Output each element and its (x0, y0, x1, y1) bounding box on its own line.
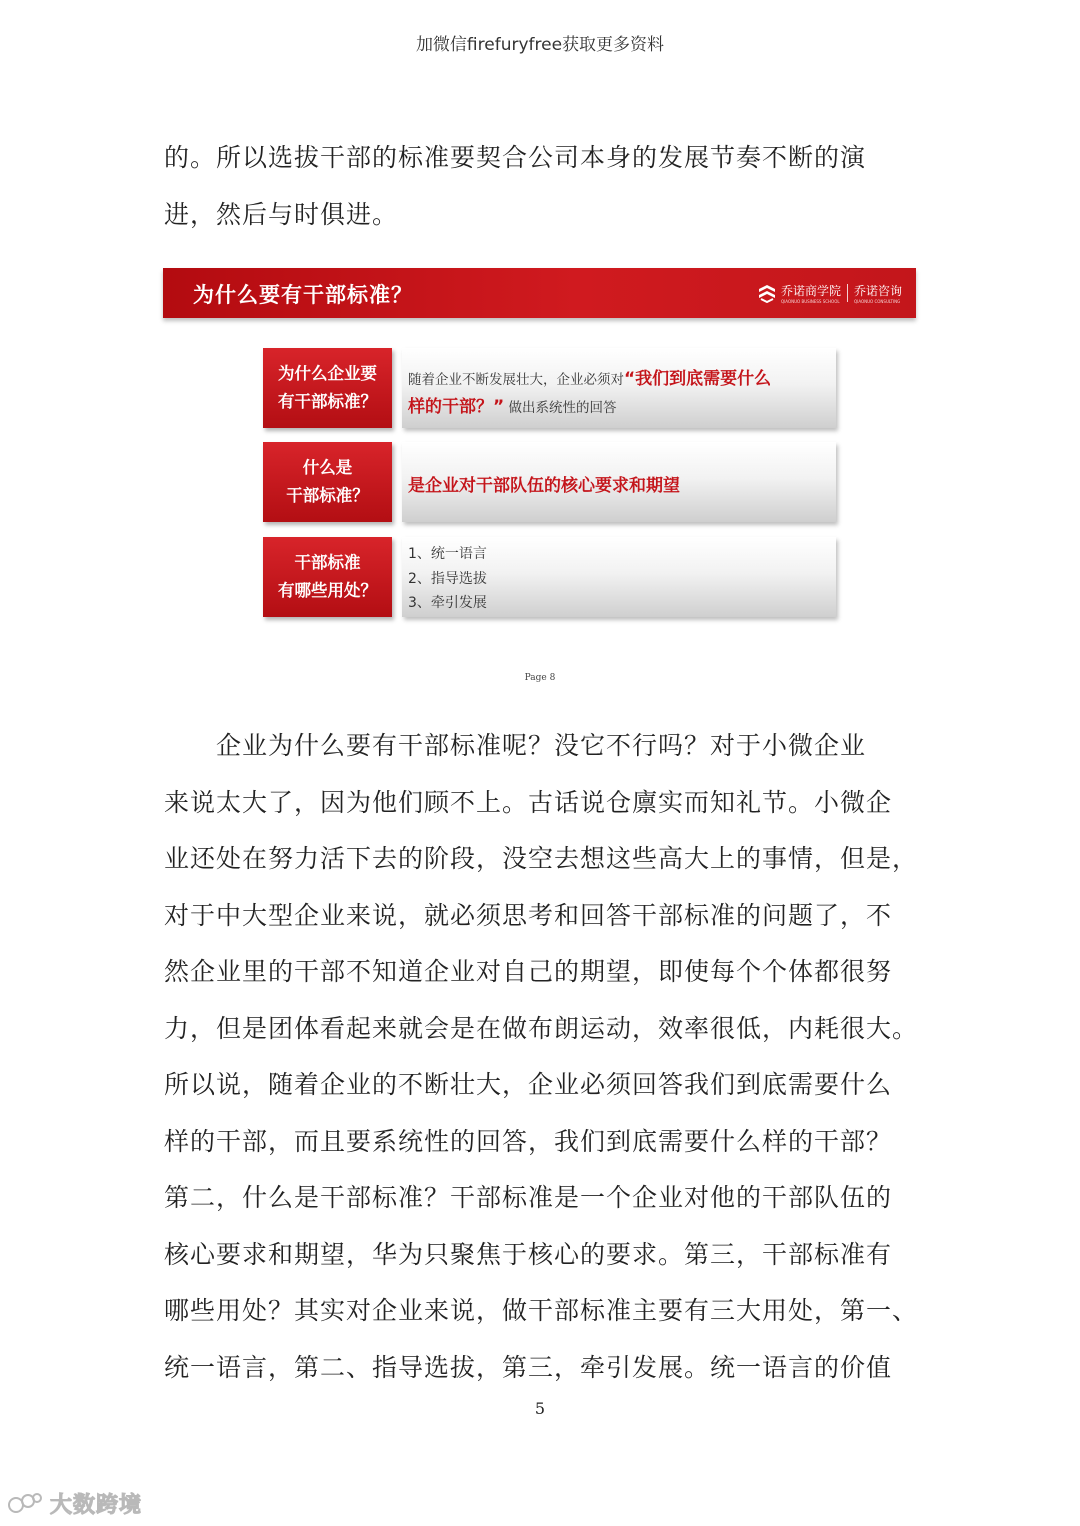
row-label: 什么是 干部标准？ (263, 442, 392, 522)
text-line: 力，但是团体看起来就会是在做布朗运动，效率很低，内耗很大。 (164, 1013, 919, 1043)
text-line: 统一语言，第二、指导选拔，第三，牵引发展。统一语言的价值 (164, 1352, 893, 1382)
paragraph-main (164, 718, 920, 1396)
row-text: 做出系统性的回答 (508, 400, 617, 416)
row-text: 随着企业不断发展壮大，企业必须对 (408, 372, 624, 388)
text-line: 来说太大了，因为他们顾不上。古话说仓廪实而知礼节。小微企 (164, 787, 893, 817)
text-line: 业还处在努力活下去的阶段，没空去想这些高大上的事情，但是， (164, 844, 919, 873)
brand-logo (757, 282, 902, 304)
list-item: 2、指导选拔 (408, 570, 487, 587)
brand-name-2: 乔诺咨询 QIAONUO CONSULTING (853, 284, 902, 304)
text-line: 哪些用处？其实对企业来说，做干部标准主要有三大用处，第一、 (164, 1296, 919, 1325)
page-number: 5 (534, 1399, 546, 1418)
row-highlight: 样的干部？” (408, 397, 505, 417)
text-line: 第二，什么是干部标准？干部标准是一个企业对他的干部队伍的 (164, 1183, 893, 1212)
list-item: 1、统一语言 (408, 546, 487, 562)
uses-list (408, 542, 487, 616)
logo-icon (757, 283, 777, 303)
text-line: 进，然后与时俱进。 (164, 199, 399, 229)
row-content (402, 348, 836, 428)
row-highlight: 是企业对干部队伍的核心要求和期望 (408, 476, 680, 496)
text-line: 核心要求和期望，华为只聚焦于核心的要求。第三，干部标准有 (164, 1239, 893, 1269)
watermark: 大数跨境 (6, 1488, 142, 1519)
text-line: 对于中大型企业来说，就必须思考和回答干部标准的问题了，不 (164, 900, 893, 930)
slide-row-what (263, 442, 836, 522)
slide-title: 为什么要有干部标准？ (193, 283, 413, 307)
text-line: 企业为什么要有干部标准呢？没它不行吗？对于小微企业 (164, 731, 867, 760)
slide-row-why (263, 348, 836, 428)
slide-figure (163, 268, 916, 668)
header-note: 加微信firefuryfree获取更多资料 (415, 35, 665, 55)
row-label: 干部标准 有哪些用处？ (263, 537, 392, 617)
slide-banner (163, 268, 916, 318)
brand-name-1: 乔诺商学院 QIAONUO BUSINESS SCHOOL (780, 284, 841, 304)
row-content (402, 537, 836, 617)
brand-divider (847, 284, 848, 302)
text-line: 所以说，随着企业的不断壮大，企业必须回答我们到底需要什么 (164, 1070, 893, 1099)
list-item: 3、牵引发展 (408, 595, 487, 611)
slide-row-uses (263, 537, 836, 617)
text-line: 的。所以选拔干部的标准要契合公司本身的发展节奏不断的演 (164, 143, 867, 172)
text-line: 然企业里的干部不知道企业对自己的期望，即使每个个体都很努 (164, 957, 893, 986)
paragraph-top (164, 130, 920, 243)
slide-page-label: Page 8 (524, 673, 556, 683)
row-content (402, 442, 836, 522)
row-label: 为什么企业要 有干部标准？ (263, 348, 392, 428)
row-highlight: “我们到底需要什么 (624, 369, 772, 389)
text-line: 样的干部，而且要系统性的回答，我们到底需要什么样的干部？ (164, 1126, 893, 1156)
watermark-logo-icon (6, 1489, 46, 1519)
